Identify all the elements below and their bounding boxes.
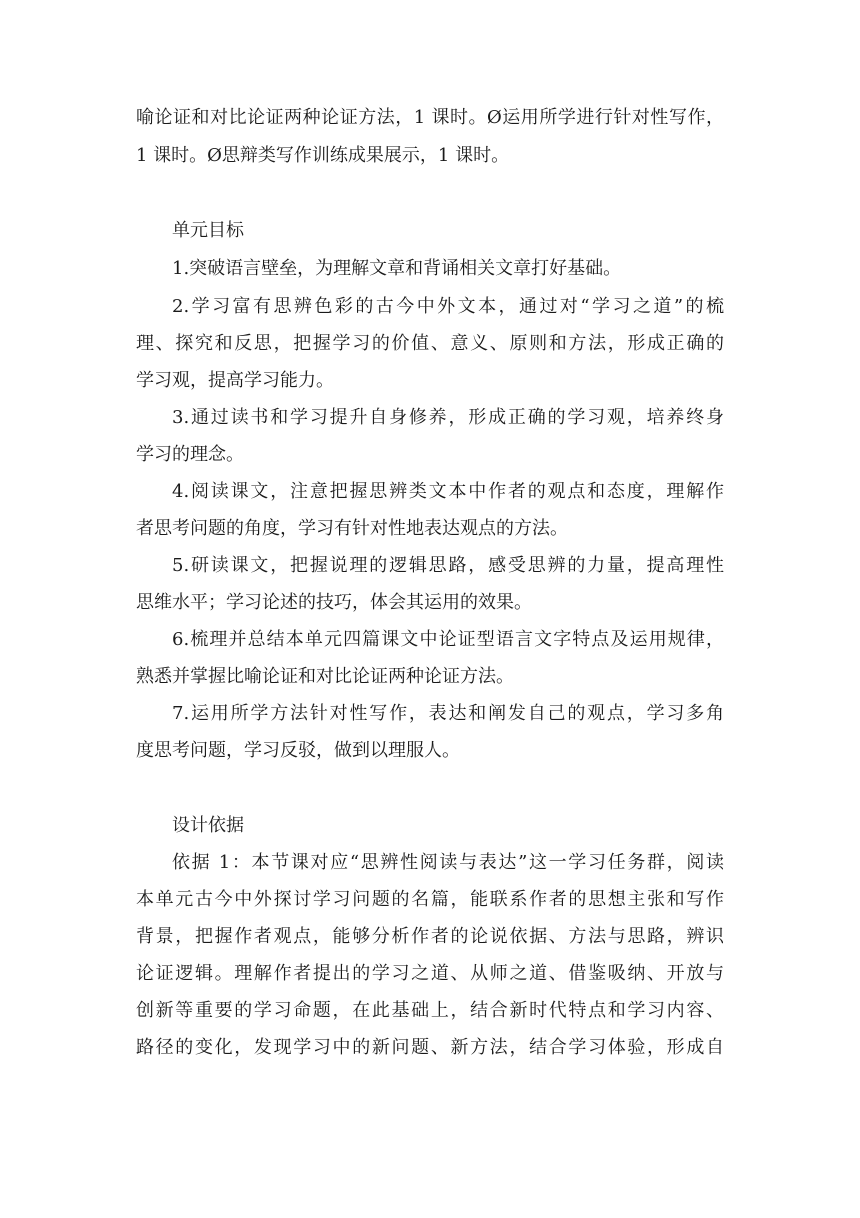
goal-item-3-line-2: 学习的理念。 [136, 444, 244, 465]
basis-line-6: 路径的变化，发现学习中的新问题、新方法，结合学习体验，形成自 [136, 1037, 724, 1058]
goal-item-5-line-1: 5.研读课文，把握说理的逻辑思路，感受思辨的力量，提高理性 [172, 555, 724, 576]
basis-line-1: 依据 1：本节课对应“思辨性阅读与表达”这一学习任务群，阅读 [172, 852, 724, 873]
goal-item-2-line-2: 理、探究和反思，把握学习的价值、意义、原则和方法，形成正确的 [136, 333, 724, 354]
basis-line-4: 论证逻辑。理解作者提出的学习之道、从师之道、借鉴吸纳、开放与 [136, 963, 724, 984]
intro-line-2: 1 课时。Ø思辩类写作训练成果展示，1 课时。 [136, 145, 510, 166]
goal-item-7-line-2: 度思考问题，学习反驳，做到以理服人。 [136, 740, 460, 761]
goal-item-2-line-3: 学习观，提高学习能力。 [136, 370, 334, 391]
basis-line-2: 本单元古今中外探讨学习问题的名篇，能联系作者的思想主张和写作 [136, 889, 724, 910]
goal-item-6-line-1: 6.梳理并总结本单元四篇课文中论证型语言文字特点及运用规律， [172, 629, 724, 650]
section-heading-basis: 设计依据 [172, 815, 244, 836]
goal-item-4-line-1: 4.阅读课文，注意把握思辨类文本中作者的观点和态度，理解作 [172, 481, 724, 502]
intro-line-1: 喻论证和对比论证两种论证方法，1 课时。Ø运用所学进行针对性写作， [136, 107, 724, 128]
section-heading-goals: 单元目标 [172, 220, 244, 241]
goal-item-5-line-2: 思维水平；学习论述的技巧，体会其运用的效果。 [136, 592, 532, 613]
goal-item-4-line-2: 者思考问题的角度，学习有针对性地表达观点的方法。 [136, 518, 568, 539]
goal-item-6-line-2: 熟悉并掌握比喻论证和对比论证两种论证方法。 [136, 666, 514, 687]
goal-item-2-line-1: 2.学习富有思辨色彩的古今中外文本，通过对“学习之道”的梳 [172, 296, 724, 317]
basis-line-5: 创新等重要的学习命题，在此基础上，结合新时代特点和学习内容、 [136, 1000, 724, 1021]
goal-item-7-line-1: 7.运用所学方法针对性写作，表达和阐发自己的观点，学习多角 [172, 703, 724, 724]
basis-line-3: 背景，把握作者观点，能够分析作者的论说依据、方法与思路，辨识 [136, 926, 724, 947]
goal-item-1-line-1: 1.突破语言壁垒，为理解文章和背诵相关文章打好基础。 [172, 258, 622, 279]
goal-item-3-line-1: 3.通过读书和学习提升自身修养，形成正确的学习观，培养终身 [172, 407, 724, 428]
